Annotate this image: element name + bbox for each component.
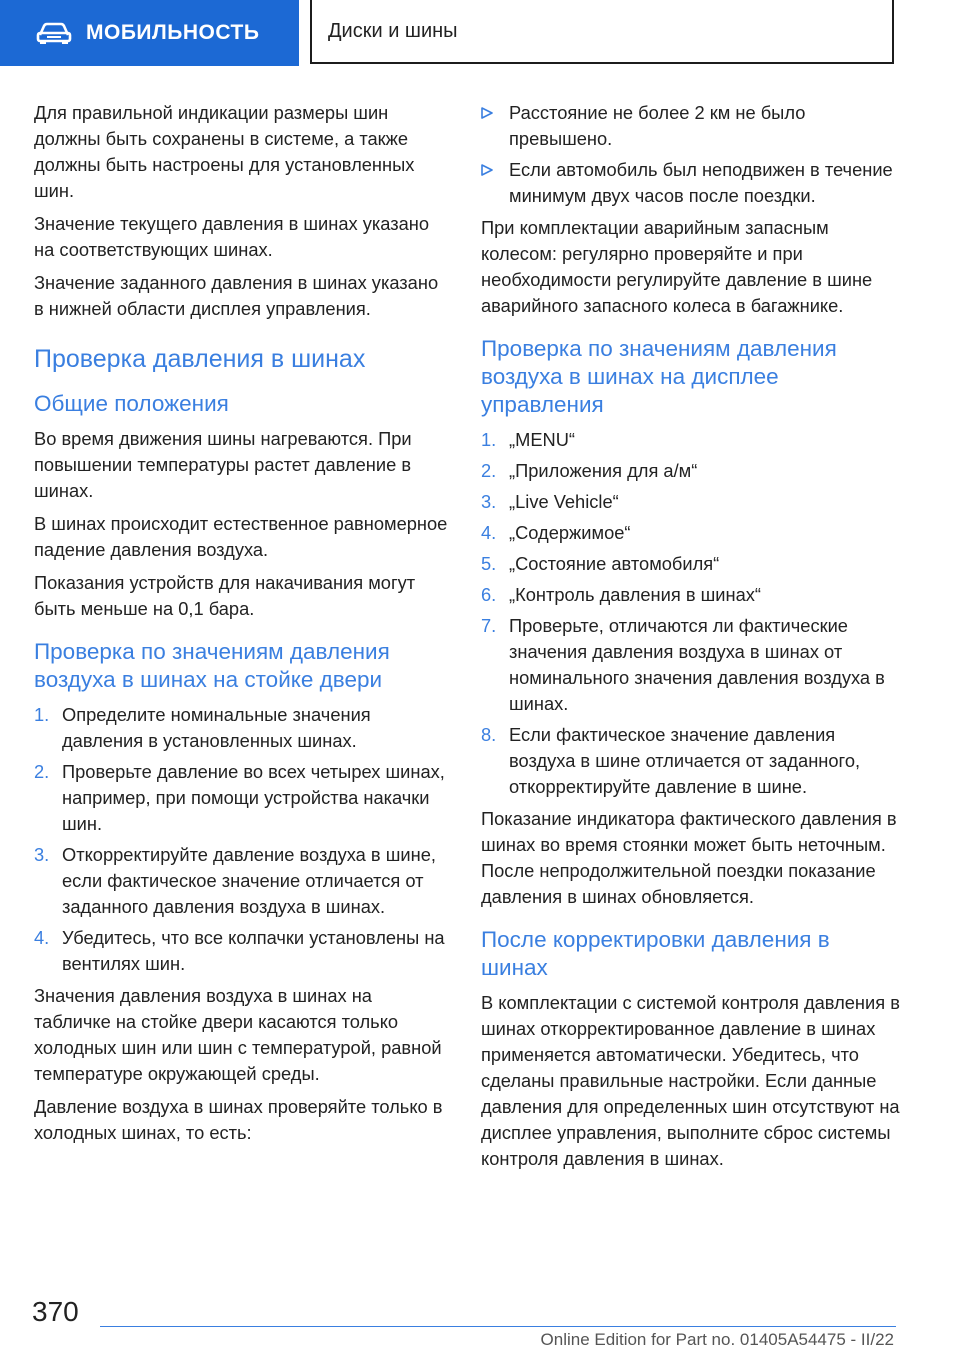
section-heading: Проверка давления в шинах [34,345,366,373]
subsection-heading: Проверка по значениям давления воздуха в шинах на дисплее управления [481,336,837,417]
subsection-heading: Общие положения [34,391,229,416]
paragraph: Показания устройств для накачивания могут быть меньше на 0,1 бара. [34,572,416,619]
paragraph: Значения давления воздуха в шинах на табличке на стойке двери касаются только холодных шин или шин с температурой, равной температуре окружающей среды. [34,985,442,1084]
list-item [481,551,901,577]
list-item-text: Проверьте давление во всех четырех шинах, например, при помощи устройства накачки шин. [62,761,445,834]
footer-divider [100,1326,896,1327]
car-icon [36,21,72,45]
chapter-box [310,0,894,64]
list-item [481,613,901,717]
bullet-list [481,100,901,209]
list-number: 5. [481,553,497,574]
paragraph: В шинах происходит естественное равномерное падение давления воздуха. [34,513,448,560]
list-item-text: Определите номинальные значения давления в установленных шинах. [62,704,371,751]
paragraph: Давление воздуха в шинах проверяйте только в холодных шинах, то есть: [34,1096,443,1143]
paragraph: Значение текущего давления в шинах указано на соответствующих шинах. [34,213,430,260]
bullet-text: Если автомобиль был неподвижен в течение минимум двух часов после поездки. [509,159,893,206]
list-number: 6. [481,584,497,605]
right-column [481,100,901,1179]
chapter-label: Диски и шины [328,19,458,42]
paragraph: В комплектации с системой контроля давления в шинах откорректированное давление в шинах применяется автоматически. Убедитесь, что сделаны правильные настройки. Если данные давления для определенных шин отсутствуют на дисплее управления, выполните сброс системы контроля давления в шинах. [481,992,900,1169]
edition-label: Online Edition for Part no. 01405A54475 - II/22 [540,1330,894,1349]
list-number: 8. [481,724,497,745]
list-item-text: „Приложения для а/м“ [509,460,698,481]
list-item-text: Убедитесь, что все колпачки установлены на вентилях шин. [62,927,445,974]
section-tab [0,0,299,66]
list-item [34,759,448,837]
triangle-bullet-icon [481,164,493,176]
list-item-text: „Состояние автомобиля“ [509,553,720,574]
list-item-text: Откорректируйте давление воздуха в шине, если фактическое значение отличается от заданного давления воздуха в шинах. [62,844,436,917]
bullet-item [481,100,901,152]
list-item [481,458,901,484]
triangle-bullet-icon [481,107,493,119]
list-item-text: Если фактическое значение давления воздуха в шине отличается от заданного, откорректируйте давление в шине. [509,724,861,797]
list-item [34,925,448,977]
list-item [481,427,901,453]
list-number: 4. [34,927,50,948]
list-item-text: „Контроль давления в шинах“ [509,584,761,605]
paragraph: Значение заданного давления в шинах указано в нижней области дисплея управления. [34,272,439,319]
page-number: 370 [32,1296,79,1327]
numbered-list [481,427,901,800]
list-item-text: Проверьте, отличаются ли фактические значения давления воздуха в шинах от номинального значения давления воздуха в шинах. [509,615,885,714]
list-number: 4. [481,522,497,543]
list-number: 1. [34,704,50,725]
list-item-text: „Live Vehicle“ [509,491,619,512]
paragraph: Для правильной индикации размеры шин должны быть сохранены в системе, а также должны быть настроены для установленных шин. [34,102,415,201]
list-number: 2. [34,761,50,782]
left-column [34,100,448,1153]
page-header [0,0,960,68]
list-number: 3. [481,491,497,512]
section-label: МОБИЛЬНОСТЬ [86,21,260,44]
subsection-heading: После корректировки давления в шинах [481,927,830,980]
paragraph: При комплектации аварийным запасным колесом: регулярно проверяйте и при необходимости регулируйте давление в шине аварийного запасного колеса в багажнике. [481,217,873,316]
paragraph: Во время движения шины нагреваются. При повышении температуры растет давление в шинах. [34,428,412,501]
bullet-text: Расстояние не более 2 км не было превышено. [509,102,806,149]
list-item [481,489,901,515]
list-number: 7. [481,615,497,636]
list-item [481,722,901,800]
list-item [481,520,901,546]
list-item-text: „MENU“ [509,429,576,450]
list-item [481,582,901,608]
list-number: 1. [481,429,497,450]
paragraph: Показание индикатора фактического давления в шинах во время стоянки может быть неточным. После непродолжительной поездки показание давления в шинах обновляется. [481,808,897,907]
list-number: 2. [481,460,497,481]
subsection-heading: Проверка по значениям давления воздуха в шинах на стойке двери [34,639,390,692]
list-item-text: „Содержимое“ [509,522,631,543]
bullet-item [481,157,901,209]
list-item [34,842,448,920]
list-number: 3. [34,844,50,865]
list-item [34,702,448,754]
numbered-list [34,702,448,977]
